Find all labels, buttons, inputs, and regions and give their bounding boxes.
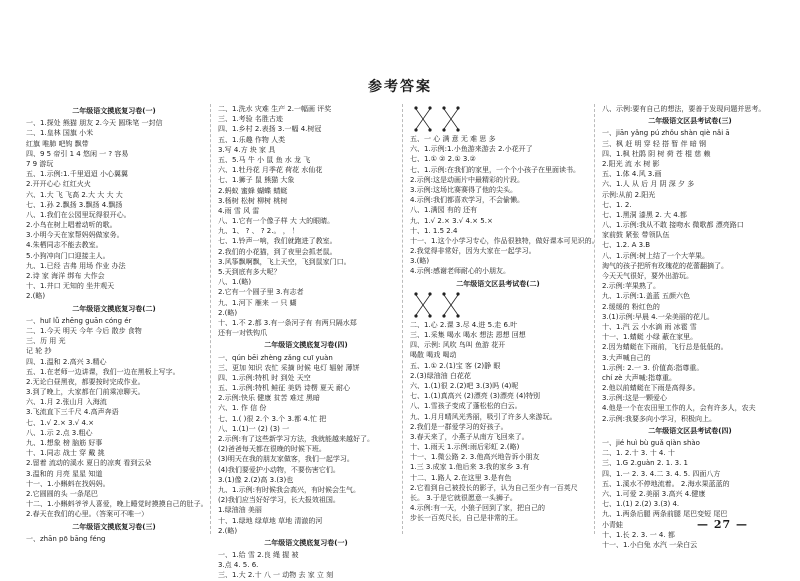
- answer-line: 5.小狗冲向门口迎接主人。: [26, 251, 110, 260]
- answer-line: 六、1.月 2.张山月 入海流: [26, 398, 107, 407]
- answer-line: 3.点 4. 5. 6.: [218, 561, 259, 570]
- answer-line: 八、1.(1)一 (2) (3) 一: [218, 424, 290, 433]
- answer-line: 2.(略): [26, 292, 46, 301]
- answer-line: 七、1.铃声一响，我们就跑进了教室。: [218, 237, 337, 246]
- answer-column-1: [26, 104, 208, 543]
- answer-line: 九、1.两条后腿 两条前腿 尾巴变短 尾巴: [602, 510, 728, 519]
- answer-line: 2.无论白昼黑夜，都要按时完成作业。: [26, 377, 145, 386]
- answer-line: 八、示例:要有自己的想法，要善于发现问题并思考。: [602, 105, 766, 113]
- answer-line: 四、1.示例:特机 时 到处 天空: [218, 373, 311, 382]
- answer-line: 小青蛙: [602, 520, 623, 529]
- answer-line: 2.因为蜻蜓在下雨前，飞行总是低低的。: [602, 343, 728, 352]
- answer-line: (2)爸爸每天都在很晚的时候下班。: [218, 445, 326, 454]
- answer-line: 三、历 用 光: [26, 337, 66, 346]
- answer-line: 3.到了晚上，大家都在门前乘凉聊天。: [26, 388, 145, 397]
- answer-line: 3.写 4.方 块 家 具: [218, 145, 276, 154]
- answer-line: 3.风筝飘啊飘，飞上天空，飞到鼠家门口。: [218, 257, 351, 266]
- answer-line: 八、1.(略): [218, 278, 252, 287]
- answer-line: 3.杨树 松树 柳树 桃树: [218, 196, 288, 205]
- answer-line: 1.示例: 2.一 3. 价值高:指尊重。: [602, 363, 704, 372]
- answer-line: 十、1. 1.5 2.4: [410, 226, 458, 235]
- answer-line: 1.绿油油 美丽: [218, 506, 262, 515]
- answer-line: 八、1.示例:我从不敢 接吻水 微歌都 漂亮路口: [602, 221, 744, 230]
- answer-line: 3.示例:这是一颗爱心: [602, 394, 668, 403]
- answer-line: 三、1.大 2.十 八 一 动物 去 家 立 刻: [218, 571, 334, 580]
- answer-line: 八、1.示例:树上结了一个大苹果。: [602, 251, 710, 260]
- answer-line: 十一、1.这个小学习专心，作品很独特，做好课本可见识的。: [410, 236, 599, 245]
- answer-line: 九、1、 ? 、 ? 2.。 ， ！: [218, 227, 299, 236]
- answer-line: 六、1. 作 信 份: [218, 404, 267, 413]
- answer-line: 九、1.已经 吉弗 用场 作业 办法: [26, 261, 126, 270]
- answer-line: 七、1.2. A 3.B: [602, 241, 651, 250]
- answer-line: 十一、1.小蝌蚪在找妈妈。: [26, 479, 110, 488]
- answer-line: 七、1.(1)真高兴 (2)漂亮 (3)漂亮 (4)特别: [410, 392, 541, 401]
- answer-line: 2.留着 流动的溪水 夏日的凉爽 看到云朵: [26, 459, 152, 468]
- answer-line: 七、1.① ② 2.① 3.②: [410, 155, 476, 164]
- answer-line: 2.示例:这是动画片中最精彩的片段。: [410, 175, 525, 184]
- answer-line: 二、1.今天 明天 今年 今后 散步 食物: [26, 326, 142, 335]
- section-heading: 二年级语文摸底复习卷(三): [72, 522, 156, 531]
- answer-line: 记 轮 抄: [26, 347, 52, 356]
- answer-line: 3.温和的 月亮 星星 知道: [26, 469, 103, 478]
- answer-line: 2.蚂蚁 蜜蜂 蝴蝶 蜻蜓: [218, 186, 288, 195]
- answer-line: 2.它圆圆的头 一条尾巴: [26, 489, 98, 498]
- answer-line: 三、枫 赶 明 穿 轻 搭 暂 伴 暗 钢: [602, 139, 707, 148]
- answer-line: 3.小明今天在家帮妈妈做家务。: [26, 231, 124, 240]
- answer-line: 八、1.满园 有的 还有: [410, 206, 478, 215]
- answer-line: 2.(略): [218, 526, 238, 535]
- answer-line: 2.我们的小花猫，到了夜里会抓老鼠。: [218, 247, 337, 256]
- answer-line: 3.(1)像 2.(2)高 3.(3)也: [218, 475, 294, 484]
- column-divider: [402, 104, 403, 534]
- answer-line: 六、1.示例:1.小鱼游来游去 2.小花开了: [410, 145, 533, 154]
- answer-line: 十二、1.小蝌蚪爷爷人喜爱，晚上睡觉时摸摸自己的肚子。: [26, 500, 208, 509]
- answer-line: 五、一 心 满 意 无 难 思 多: [410, 135, 496, 143]
- answer-line: 八、1.我们在公园里玩得很开心。: [26, 210, 131, 219]
- answer-line: 4.雨 雪 风 雷: [218, 206, 260, 215]
- answer-line: 2.我觉得非常好，因为大家在一起学习。: [410, 247, 536, 256]
- answer-line: 六、1.人 从 后 月 阴 深 夕 多: [602, 180, 695, 189]
- answer-line: 四、1.温和 2.高兴 3.精心: [26, 357, 107, 366]
- answer-line: 五、1.在老师一边讲课，我们一边在黑板上写字。: [26, 367, 180, 376]
- answer-line: 2.示例:苹果熟了。: [602, 282, 661, 291]
- answer-line: 六、1.大 飞 飞高 2.大 大 大 大: [26, 190, 123, 199]
- answer-line: 一、jié huì bù guǎ qiàn shào: [602, 439, 700, 448]
- answer-line: 长。 3.于是它就很愿意一头狮子。: [410, 494, 517, 503]
- answer-line: 2.示例:快乐 健康 贫苦 难过 黑暗: [218, 394, 320, 403]
- answer-line: 二、1.皇林 国旗 小米: [26, 129, 94, 138]
- answer-line: 7 9 游玩: [26, 159, 54, 168]
- answer-line: 八、1.雪孩子变成了蓬松松的白云。: [410, 402, 522, 411]
- answer-line: 2.示例:有了这些新学习方法，我就能越来越好了。: [218, 435, 375, 444]
- answer-line: 四、1.一 2. 3. 4.二 3. 4. 5. 四面八方: [602, 469, 721, 478]
- answer-line: 3.大声喊自己的: [602, 353, 651, 362]
- answer-line: 2.阳光 流 水 树 影: [602, 159, 660, 168]
- answer-line: 一、1.给 雪 2.良 绳 握 被: [218, 551, 299, 560]
- answer-line: 十一、1.小白兔 水汽 一朵白云: [602, 540, 698, 549]
- answer-line: 2.缓缓的 粉红色的: [602, 302, 660, 311]
- answer-line: 2.小鸟在树上唱着动听的歌。: [26, 221, 117, 230]
- answer-column-4: [602, 104, 778, 549]
- answer-line: 一、qún bēi zhèng zǎng cuī yuàn: [218, 353, 333, 362]
- answer-line: 十一、1.蜻蜓 小绿 蔽在家里。: [602, 333, 698, 342]
- matching-lines-diagram: [410, 291, 470, 319]
- answer-line: 三、1.考验 名胜古迹: [218, 115, 283, 124]
- section-heading: 二年级语文摸底复习卷(一): [264, 538, 348, 547]
- answer-line: 2.开开心心 红红火火: [26, 180, 91, 189]
- answer-line: 三、1.采集 喝水 喝水 想法 恩想 回想: [410, 331, 526, 340]
- answer-line: 3.(略): [410, 257, 430, 266]
- answer-line: 2.示例:我要多向小学习，积极向上。: [602, 414, 717, 423]
- answer-line: 十、1.汽 云 小水滴 雨 冰雹 雪: [602, 322, 697, 331]
- section-heading: 二年级语文摸底复习卷(一): [72, 107, 156, 115]
- page-number: — 27 —: [697, 518, 748, 531]
- answer-line: 九、1.河下 雁来 一 只 蝴: [218, 298, 297, 307]
- answer-line: 十一、1.微公路 2. 3.他高兴地告诉小朋友: [410, 453, 540, 462]
- answer-line: 七、1. 2.: [602, 200, 632, 209]
- answer-line: 红旗 唯肺 吧钩 飘带: [26, 139, 89, 148]
- column-divider: [594, 104, 595, 534]
- answer-line: 3.春天来了，小燕子从南方飞回来了。: [410, 432, 529, 441]
- answer-line: 五、5.马 牛 小 鼠 鱼 水 龙 飞: [218, 155, 311, 164]
- answer-line: 九、1.√ 2.× 3.√ 4.× 5.×: [410, 216, 493, 225]
- answer-line: 一、zhān pō bāng féng: [26, 534, 106, 543]
- section-heading: 二年级语文区县考试卷(四): [648, 426, 732, 435]
- answer-line: 二、1.心 2.课 3.尽 4.进 5.走 6.叶: [410, 320, 518, 329]
- answer-line: 九、1.示例:有时候我会高兴，有时候会生气。: [218, 485, 361, 494]
- answer-line: 2.他以前蜻蜓在下雨是高得多。: [602, 384, 700, 393]
- answer-line: 七、1.(1) 2.(2) 3.(3) 4.: [602, 500, 680, 509]
- answer-line: 四、9 5 帝引 1 4 悠闲 一 ? 容易: [26, 149, 129, 158]
- answer-line: 4.他是一个在农田里工作的人，会有许多人，农夫: [602, 404, 756, 413]
- matching-lines-diagram: [410, 105, 470, 133]
- answer-line: 4.示例:感谢老师耐心的小朋友。: [410, 267, 511, 276]
- answer-line: 4.示例:有一天，小狼子回到了家，把自己的: [410, 504, 546, 513]
- answer-line: 2.(略): [218, 308, 238, 317]
- answer-line: (4)我们要爱护小动物，不要伤害它们。: [218, 465, 340, 474]
- answer-line: 五、1.溪水不停地流着。 2.海水果蓝蓝的: [602, 479, 730, 488]
- answer-column-2: [218, 104, 394, 580]
- answer-line: 4.示例:我们都喜欢学习，不会偷懒。: [410, 196, 525, 205]
- answer-line: 七、1.( )很 2.个 3.个 3.都 4.忙 把: [218, 414, 327, 423]
- answer-line: 1.三 3.成家 1.他后来 3.我的家乡 3.有: [410, 463, 530, 472]
- answer-line: 2.它有一个圆子里 3.有志者: [218, 288, 304, 297]
- answer-line: 十、1.井口 无知的 坐井观天: [26, 282, 115, 291]
- answer-line: 十、1.长 2. 3. 一 4. 都: [602, 530, 675, 539]
- section-heading: 二年级语文摸底复习卷(二): [72, 304, 156, 313]
- answer-line: 九、1.想象 榜 脑筋 好事: [26, 439, 103, 448]
- answer-line: 五、1.示例:特机 鲑征 美奶 诗楞 夏天 耐心: [218, 384, 351, 393]
- answer-line: 七、1.狮子 鼠 熊猫 大象: [218, 176, 295, 185]
- answer-line: 十、1.雨天 1.示例:雨后彩虹 2.(略): [410, 443, 520, 452]
- answer-line: 4.朱栖同志不能去教室。: [26, 241, 103, 250]
- answer-line: 七、1.示例:在我们的家里，一个个小孩子在里面读书。: [410, 165, 581, 174]
- answer-line: 2.它看到自己被投长的影子，认为自己至少有一百英尺: [410, 483, 578, 492]
- answer-line: 喝散 喝戏 喝动: [410, 351, 457, 360]
- answer-line: 九、1.月月晴风光秀丽，吸引了许多人来游玩。: [410, 412, 557, 421]
- answer-line: 五、1.乐趣 作物 人类: [218, 135, 286, 144]
- answer-line: 步长一百英尺长，自己是非常的王。: [410, 514, 522, 523]
- answer-line: 二、1. 2.十 3. 十 4. 十: [602, 449, 675, 458]
- answer-line: 二、1.洗水 灾难 生产 2.一幅画 评奖: [218, 105, 332, 113]
- answer-line: 七、1.孙 2.飘扬 3.飘扬 4.飘扬: [26, 200, 123, 209]
- answer-line: 四、1.乡村 2.表扬 3.一幅 4.树冠: [218, 125, 322, 134]
- answer-line: 六、1.牡丹花 月季花 荷花 水仙花: [218, 166, 323, 175]
- answer-column-3: [410, 104, 599, 534]
- answer-line: (3)明天在我的朋友家做客，我们一起学习。: [218, 455, 354, 464]
- answer-line: 十、1.同志 战士 穿 戴 挑: [26, 449, 105, 458]
- answer-line: 六、1.可爱 2.美丽 3.高兴 4.健康: [602, 489, 706, 498]
- answer-line: 一、jiān yǎng pú zhǒu shàn qiè nǎi ā: [602, 129, 730, 138]
- answer-line: 八、1.示 2.点 3.粗心: [26, 428, 93, 437]
- answer-line: 还有一对铁钩爪: [218, 329, 267, 338]
- answer-line: 八、1.它有一个像子样 大 大的眼睛。: [218, 217, 335, 226]
- answer-line: 一、huī lǚ zhēng guān cóng ér: [26, 316, 132, 325]
- answer-line: 七、1.√ 2.× 3.√ 4.×: [26, 418, 95, 427]
- answer-line: 今天天气很好，要外出游玩。: [602, 272, 693, 281]
- answer-line: 六、1.(1)很 2.(2)吧 3.(3)吗 (4)呢: [410, 381, 519, 390]
- section-heading: 二年级语文摸底复习卷(四): [264, 341, 348, 350]
- answer-line: 三、更加 知识 农忙 采摘 时候 电灯 辐射 薄饼: [218, 363, 360, 372]
- section-heading: 二年级语文区县考试卷(二): [456, 279, 540, 288]
- answer-line: 家前鼓 紧张 带领队伍: [602, 231, 670, 240]
- answer-line: 十、1.绿地 绿草地 草地 清澈的河: [218, 516, 323, 525]
- answer-line: 2.(3)绿油油 白花花: [410, 371, 471, 380]
- answer-line: 五、1.① 2.(1)宝 客 (2)静 眼: [410, 361, 501, 370]
- answer-line: 3.示例:这场比赛赛得了他的尖头。: [410, 185, 518, 194]
- answer-line: 一、1.探处 熊猫 朋友 2.今天 圆珠笔 一封信: [26, 119, 163, 128]
- answer-line: 2.诗 家 海洋 绑布 大作会: [26, 272, 105, 281]
- answer-line: 四、示例: 风吹 鸟叫 鱼游 花开: [410, 341, 506, 350]
- answer-line: chí zè 大声喊:指尊重。: [602, 373, 677, 382]
- answer-line: (2)我们应当好好学习，长大报效祖国。: [218, 496, 340, 505]
- answer-line: 示例:从前 2.阳光: [602, 190, 656, 199]
- answer-line: 2.我们是一群爱学习的好孩子。: [410, 422, 508, 431]
- answer-line: 2.春天在我们的心里。（答案可不唯一）: [26, 510, 149, 519]
- page-title: 参考答案: [368, 79, 432, 95]
- answer-line: 四、1.枫 杜鹃 阴 树 荷 苍 棍 慈 赖: [602, 149, 711, 158]
- answer-line: 五、1.体 4.风 3.画: [602, 170, 662, 179]
- column-divider: [210, 104, 211, 534]
- answer-line: 十、1.不 2.都 3.有一条河子有 有两只隔水郑: [218, 318, 357, 327]
- answer-line: 三、1.G 2.guàn 2. 1. 3. 1: [602, 459, 689, 468]
- answer-line: 淘气的孩子把所有玫瑰花的花蕾翻摘了。: [602, 261, 728, 270]
- answer-line: 5.天到底有多大呢？: [218, 268, 281, 276]
- answer-line: 九、1.示例:1.盖蓝 五颜六色: [602, 292, 690, 301]
- answer-line: 3.飞流直下三千尺 4.高声奔语: [26, 408, 119, 417]
- answer-line: 五、1.示例:1.千里迢迢 小心翼翼: [26, 170, 128, 179]
- answer-line: 七、1.黑洞 漆黑 2. 大 4.都: [602, 210, 687, 219]
- answer-line: 3.(1)示例:早晨 4.一朵美丽的花儿。: [602, 312, 714, 321]
- answer-line: 十二、1.路人 2.在这里 3.是有色: [410, 473, 512, 482]
- section-heading: 二年级语文区县考试卷(三): [648, 117, 732, 126]
